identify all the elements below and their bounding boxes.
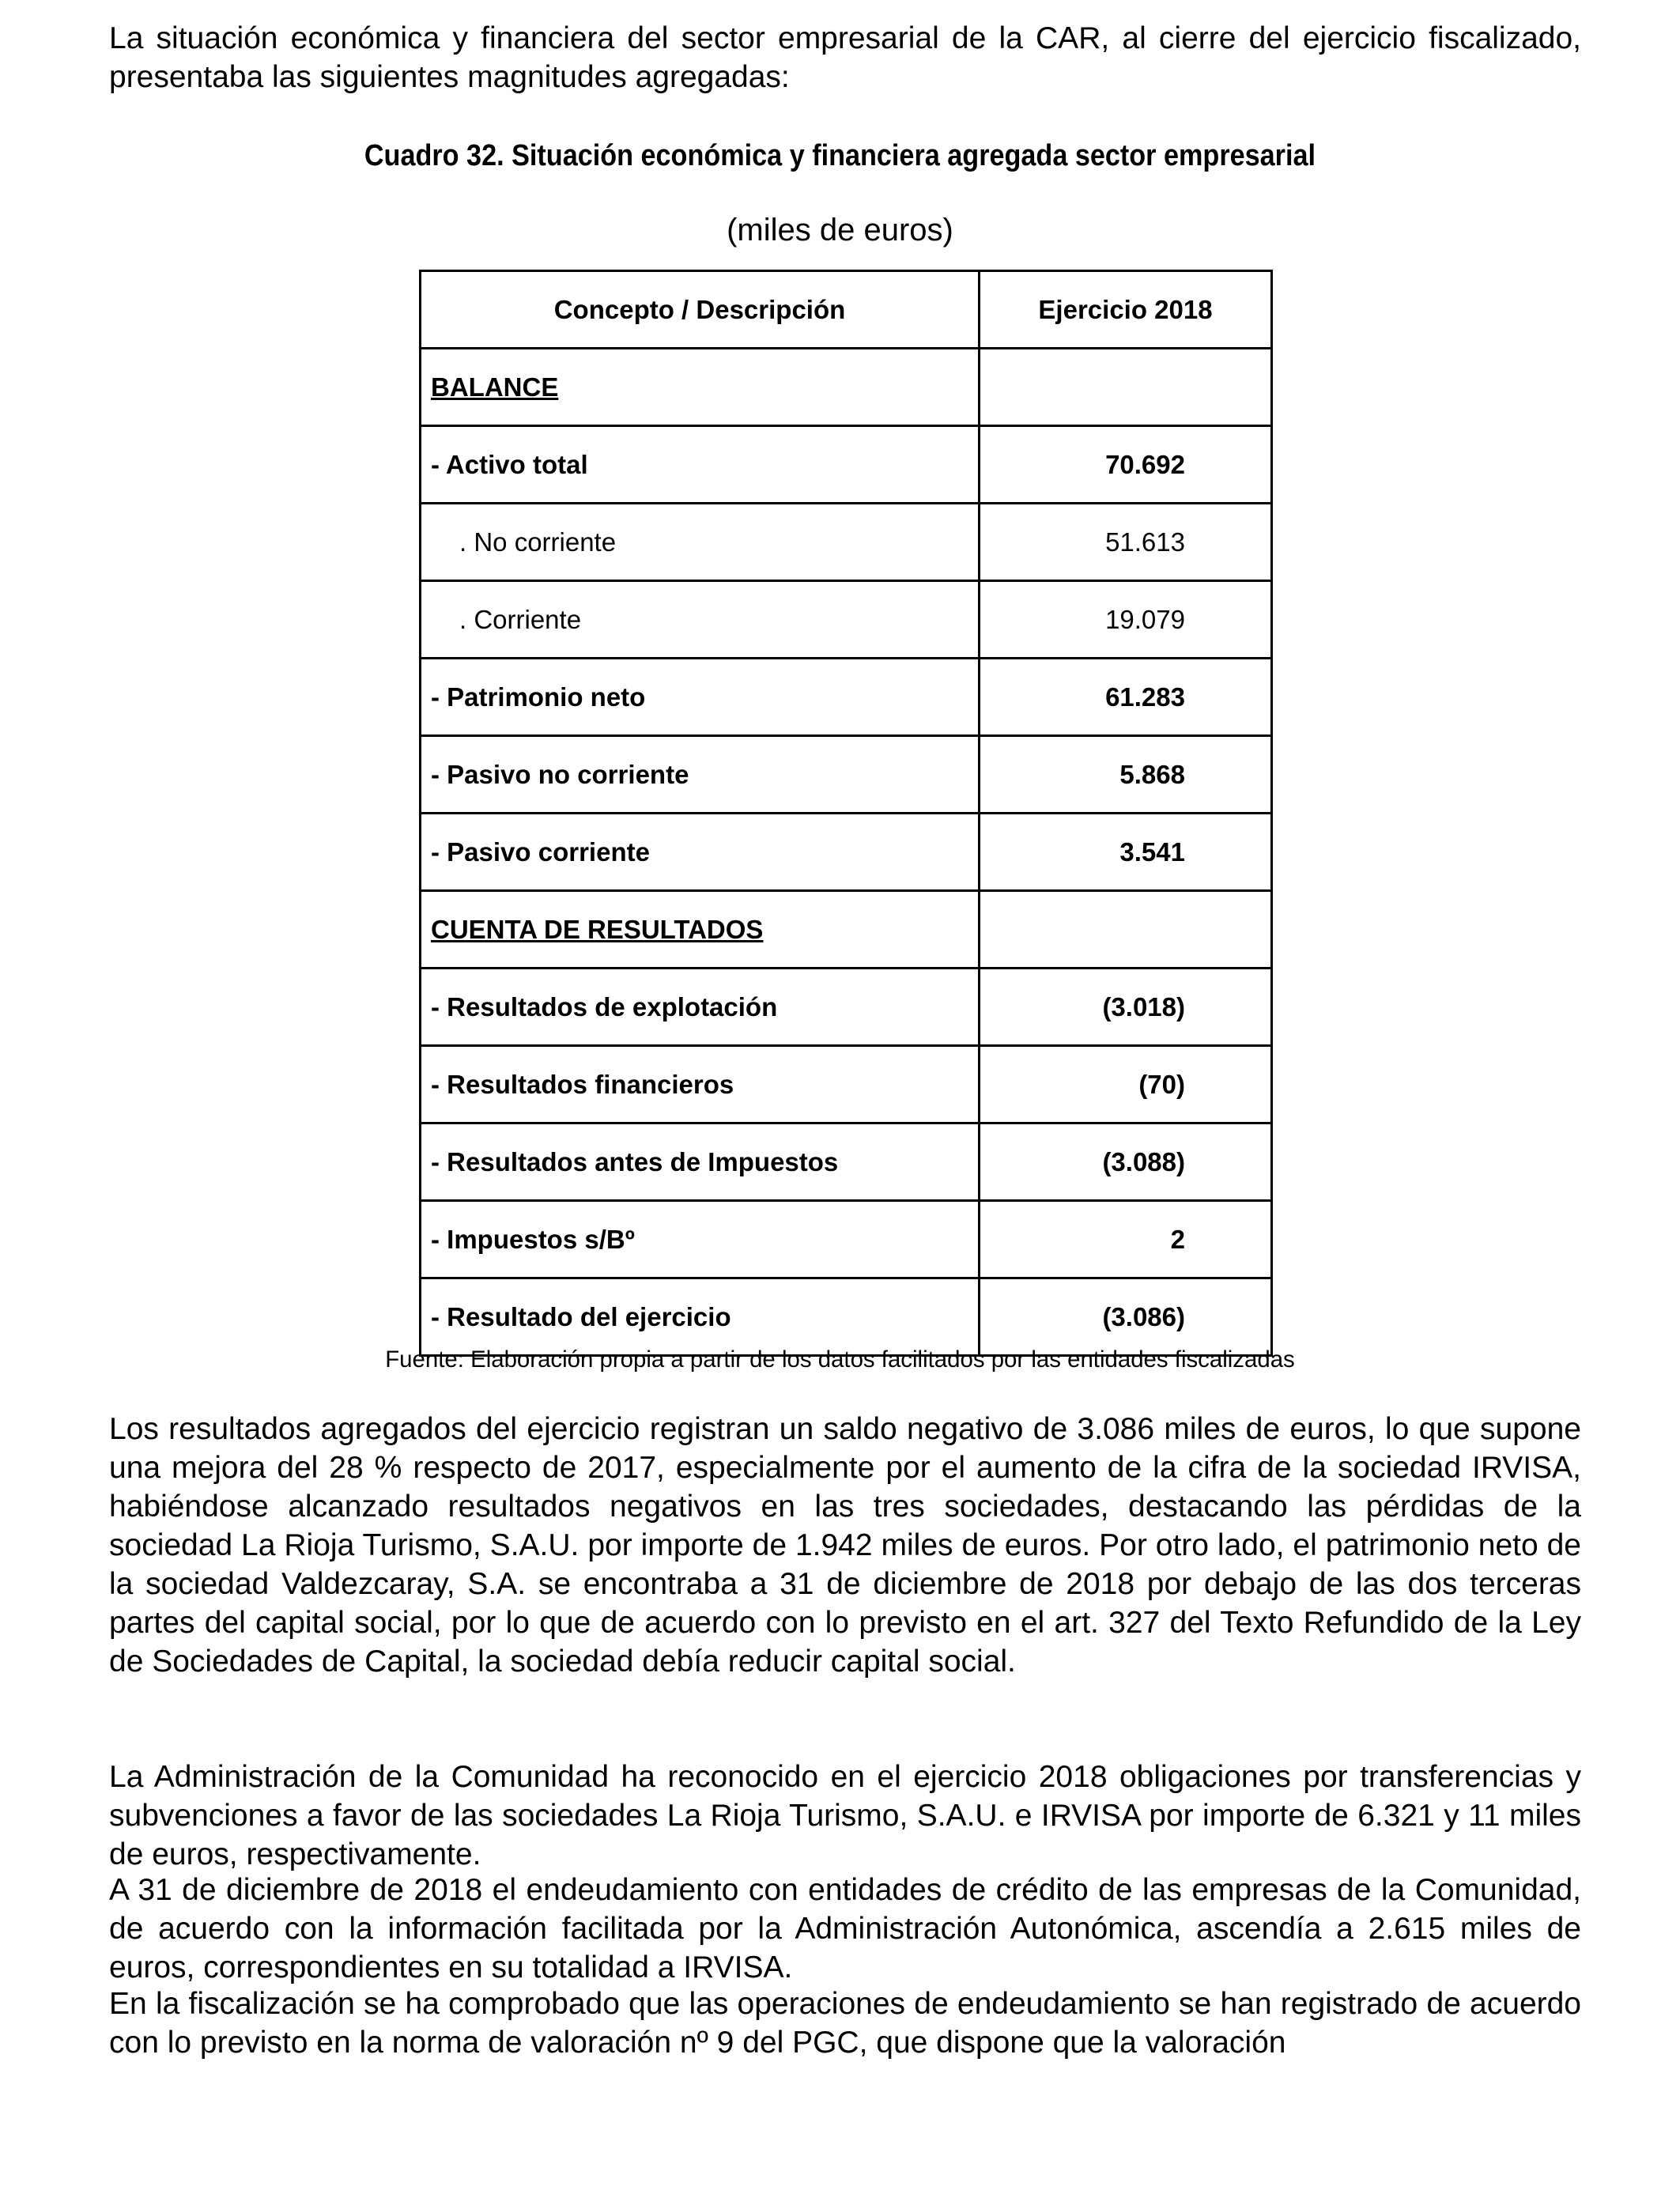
section-row-results bbox=[421, 891, 1272, 969]
section-heading-balance: BALANCE bbox=[421, 349, 980, 426]
body-paragraph: En la fiscalización se ha comprobado que las operaciones de endeudamiento se han registrado de acuerdo con lo previsto en la norma de valoración nº 9 del PGC, que dispone que la valoración bbox=[109, 1987, 1581, 2060]
intro-paragraph: La situación económica y financiera del sector empresarial de la CAR, al cierre del ejercicio fiscalizado, presentaba las siguientes magnitudes agregadas: bbox=[109, 21, 1581, 94]
table-row bbox=[421, 426, 1272, 504]
table-title: Cuadro 32. Situación económica y financiera agregada sector empresarial bbox=[364, 139, 1316, 172]
section-row-balance bbox=[421, 349, 1272, 426]
row-value: (3.088) bbox=[980, 1123, 1272, 1201]
table-row bbox=[421, 969, 1272, 1046]
row-value: 19.079 bbox=[980, 581, 1272, 659]
row-label: - Patrimonio neto bbox=[421, 659, 980, 736]
row-value: 61.283 bbox=[980, 659, 1272, 736]
table-row bbox=[421, 659, 1272, 736]
row-label: - Resultados de explotación bbox=[421, 969, 980, 1046]
table-header-row bbox=[421, 271, 1272, 349]
table-row bbox=[421, 1201, 1272, 1278]
row-label: - Resultados antes de Impuestos bbox=[421, 1123, 980, 1201]
section-empty-cell bbox=[980, 891, 1272, 969]
table-row bbox=[421, 814, 1272, 891]
row-label: - Pasivo no corriente bbox=[421, 736, 980, 814]
body-paragraph: La Administración de la Comunidad ha reconocido en el ejercicio 2018 obligaciones por transferencias y subvenciones a favor de las sociedades La Rioja Turismo, S.A.U. e IRVISA por importe de 6.321 y 11 miles de euros, respectivamente. bbox=[109, 1760, 1581, 1871]
row-label: - Activo total bbox=[421, 426, 980, 504]
row-value: 51.613 bbox=[980, 504, 1272, 581]
row-value: 3.541 bbox=[980, 814, 1272, 891]
table-row bbox=[421, 736, 1272, 814]
table-row bbox=[421, 1046, 1272, 1123]
header-year: Ejercicio 2018 bbox=[980, 271, 1272, 349]
row-value: 5.868 bbox=[980, 736, 1272, 814]
row-label: - Resultado del ejercicio bbox=[421, 1278, 980, 1356]
row-value: (3.018) bbox=[980, 969, 1272, 1046]
table-row bbox=[421, 581, 1272, 659]
row-value: (3.086) bbox=[980, 1278, 1272, 1356]
table-source-note: Fuente: Elaboración propia a partir de los datos facilitados por las entidades fiscalizadas bbox=[385, 1346, 1295, 1373]
body-paragraph: A 31 de diciembre de 2018 el endeudamiento con entidades de crédito de las empresas de la Comunidad, de acuerdo con la información facilitada por la Administración Autonómica, ascendía a 2.615 miles de euros, correspondientes en su totalidad a IRVISA. bbox=[109, 1873, 1581, 1984]
financial-table bbox=[419, 270, 1273, 1357]
row-label: . No corriente bbox=[421, 504, 980, 581]
row-label: - Pasivo corriente bbox=[421, 814, 980, 891]
table-unit: (miles de euros) bbox=[727, 213, 953, 247]
row-label: - Resultados financieros bbox=[421, 1046, 980, 1123]
section-empty-cell bbox=[980, 349, 1272, 426]
row-value: 2 bbox=[980, 1201, 1272, 1278]
body-paragraph: Los resultados agregados del ejercicio registran un saldo negativo de 3.086 miles de euros, lo que supone una mejora del 28 % respecto de 2017, especialmente por el aumento de la cifra de la sociedad IRVISA, habiéndose alcanzado resultados negativos en las tres sociedades, destacando las pérdidas de la sociedad La Rioja Turismo, S.A.U. por importe de 1.942 miles de euros. Por otro lado, el patrimonio neto de la sociedad Valdezcaray, S.A. se encontraba a 31 de diciembre de 2018 por debajo de las dos terceras partes del capital social, por lo que de acuerdo con lo previsto en el art. 327 del Texto Refundido de la Ley de Sociedades de Capital, la sociedad debía reducir capital social. bbox=[109, 1412, 1581, 1679]
row-label: - Impuestos s/Bº bbox=[421, 1201, 980, 1278]
header-concept: Concepto / Descripción bbox=[421, 271, 980, 349]
row-value: 70.692 bbox=[980, 426, 1272, 504]
table-row bbox=[421, 1123, 1272, 1201]
row-value: (70) bbox=[980, 1046, 1272, 1123]
row-label: . Corriente bbox=[421, 581, 980, 659]
table-row bbox=[421, 504, 1272, 581]
section-heading-results: CUENTA DE RESULTADOS bbox=[421, 891, 980, 969]
